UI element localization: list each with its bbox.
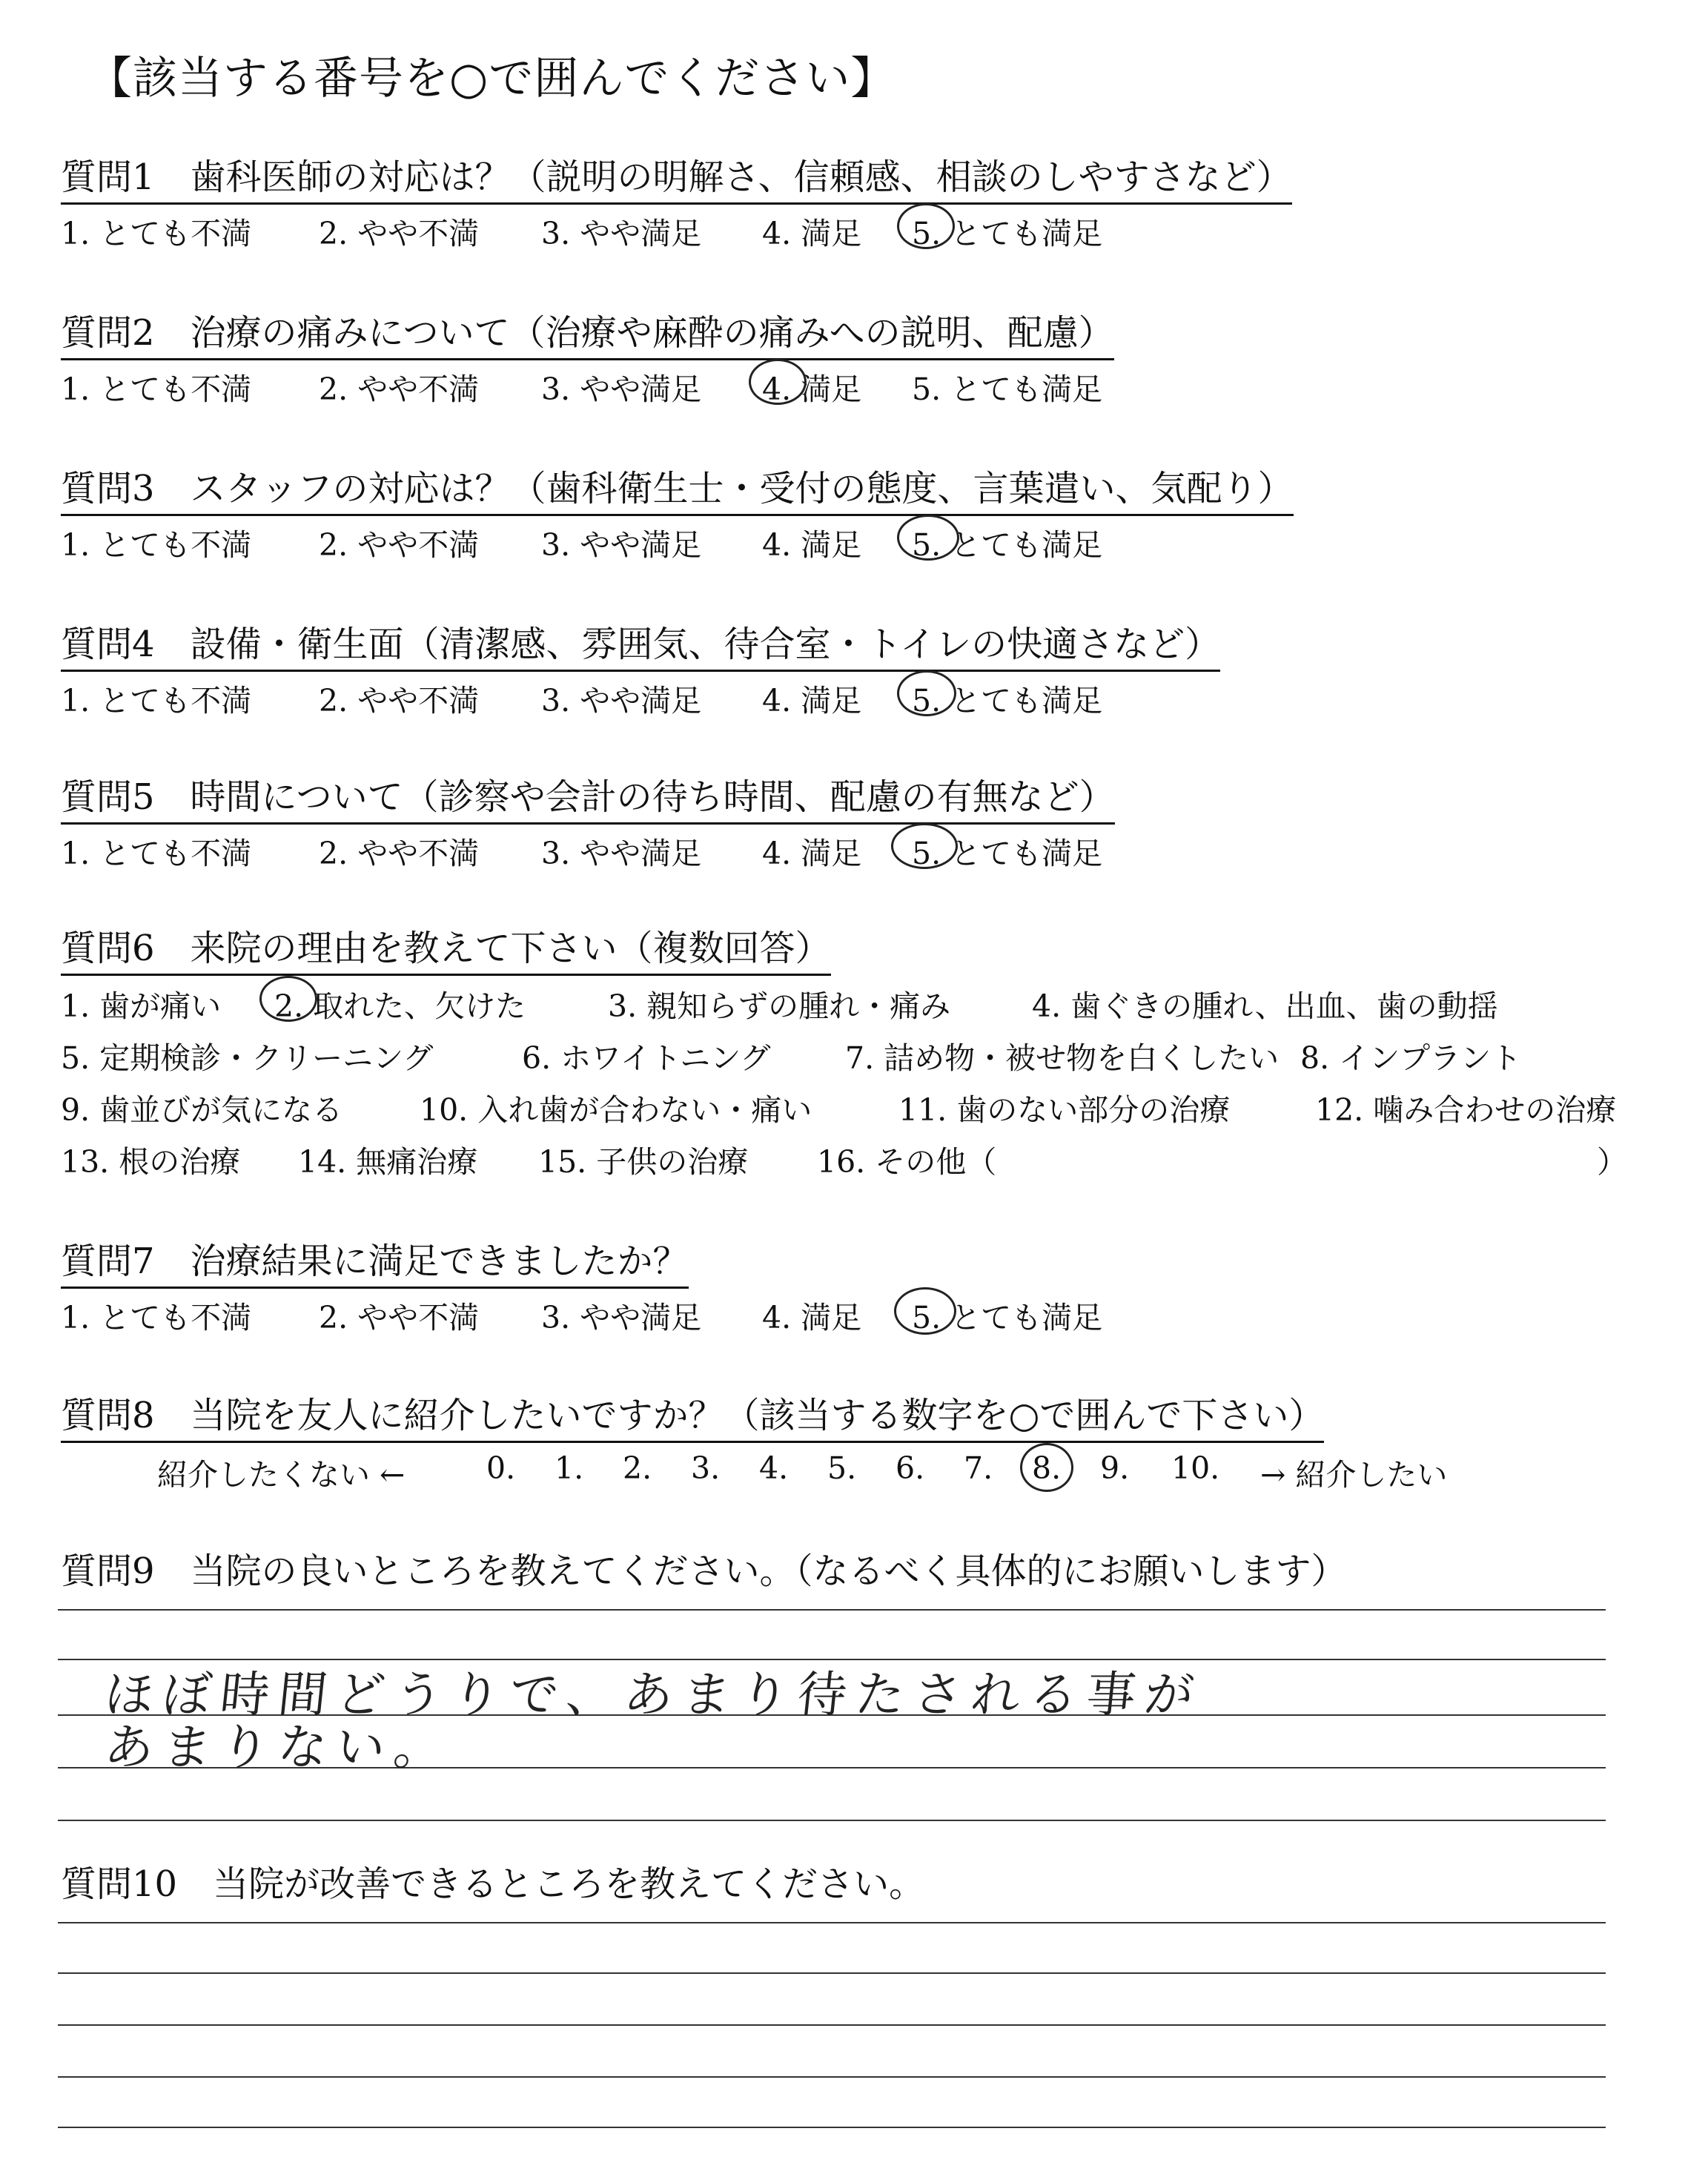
score-0[interactable]: 0. xyxy=(486,1450,516,1486)
reason-4[interactable]: 4. 歯ぐきの腫れ、出血、歯の動揺 xyxy=(1032,988,1498,1024)
answer-line xyxy=(58,1820,1606,1821)
reason-12[interactable]: 12. 噛み合わせの治療 xyxy=(1315,1092,1617,1128)
option-1[interactable]: 1. とても不満 xyxy=(61,371,252,407)
recommend-label: → 紹介したい xyxy=(1260,1457,1448,1493)
answer-line xyxy=(58,1922,1606,1923)
score-10[interactable]: 10. xyxy=(1171,1450,1220,1486)
option-1[interactable]: 1. とても不満 xyxy=(61,836,252,871)
score-4[interactable]: 4. xyxy=(759,1450,789,1486)
option-3[interactable]: 3. やや満足 xyxy=(541,527,702,563)
question-10-title: 質問10 当院が改善できるところを教えてください。 xyxy=(61,1863,925,1905)
option-4[interactable]: 4. 満足 xyxy=(762,527,862,563)
reason-16-close-paren: ） xyxy=(1597,1144,1627,1180)
question-1-title: 質問1 歯科医師の対応は？（説明の明解さ、信頼感、相談のしやすさなど） xyxy=(61,148,1292,205)
option-3[interactable]: 3. やや満足 xyxy=(541,371,702,407)
score-2[interactable]: 2. xyxy=(623,1450,652,1486)
reason-13[interactable]: 13. 根の治療 xyxy=(61,1144,241,1180)
not-recommend-label: 紹介したくない ← xyxy=(157,1457,406,1493)
option-1[interactable]: 1. とても不満 xyxy=(61,527,252,563)
option-5[interactable]: 5. とても満足 xyxy=(912,1300,1103,1335)
reason-9[interactable]: 9. 歯並びが気になる xyxy=(61,1092,343,1128)
option-2[interactable]: 2. やや不満 xyxy=(319,683,480,719)
option-5[interactable]: 5. とても満足 xyxy=(912,371,1103,407)
question-8-title: 質問8 当院を友人に紹介したいですか？（該当する数字を○で囲んで下さい） xyxy=(61,1387,1324,1443)
option-4[interactable]: 4. 満足 xyxy=(762,1300,862,1335)
reason-3[interactable]: 3. 親知らずの腫れ・痛み xyxy=(608,988,951,1024)
selection-circle xyxy=(894,1287,956,1335)
reason-14[interactable]: 14. 無痛治療 xyxy=(298,1144,478,1180)
option-1[interactable]: 1. とても不満 xyxy=(61,1300,252,1335)
question-4-title: 質問4 設備・衛生面（清潔感、雰囲気、待合室・トイレの快適さなど） xyxy=(61,615,1220,672)
reason-1[interactable]: 1. 歯が痛い xyxy=(61,988,222,1024)
score-7[interactable]: 7. xyxy=(964,1450,993,1486)
selection-circle xyxy=(897,515,959,561)
q9-answer-line-1: ほぼ時間どうりで、あまり待たされる事が xyxy=(102,1666,1206,1723)
reason-15[interactable]: 15. 子供の治療 xyxy=(538,1144,749,1180)
question-3-title: 質問3 スタッフの対応は？（歯科衛生士・受付の態度、言葉遣い、気配り） xyxy=(61,460,1294,516)
answer-line xyxy=(58,1972,1606,1974)
score-1[interactable]: 1. xyxy=(555,1450,584,1486)
question-9-title: 質問9 当院の良いところを教えてください。（なるべく具体的にお願いします） xyxy=(61,1550,1347,1592)
selection-circle xyxy=(259,976,317,1022)
question-6-reasons xyxy=(61,982,1662,1197)
option-4[interactable]: 4. 満足 xyxy=(762,836,862,871)
option-3[interactable]: 3. やや満足 xyxy=(541,1300,702,1335)
option-5[interactable]: 5. とても満足 xyxy=(912,836,1103,871)
question-2-title: 質問2 治療の痛みについて（治療や麻酔の痛みへの説明、配慮） xyxy=(61,304,1114,360)
answer-line xyxy=(58,2127,1606,2128)
option-1[interactable]: 1. とても不満 xyxy=(61,216,252,251)
q9-answer-line-2: あまりない。 xyxy=(102,1719,455,1776)
answer-line xyxy=(58,2076,1606,2078)
selection-circle xyxy=(897,670,956,716)
score-9[interactable]: 9. xyxy=(1100,1450,1130,1486)
question-5-title: 質問5 時間について（診察や会計の待ち時間、配慮の有無など） xyxy=(61,768,1115,825)
selection-circle xyxy=(897,203,955,249)
option-5[interactable]: 5. とても満足 xyxy=(912,216,1103,251)
option-3[interactable]: 3. やや満足 xyxy=(541,836,702,871)
option-4[interactable]: 4. 満足 xyxy=(762,216,862,251)
score-5[interactable]: 5. xyxy=(827,1450,857,1486)
option-2[interactable]: 2. やや不満 xyxy=(319,371,480,407)
answer-line xyxy=(58,1609,1606,1611)
option-3[interactable]: 3. やや満足 xyxy=(541,216,702,251)
score-6[interactable]: 6. xyxy=(896,1450,925,1486)
option-1[interactable]: 1. とても不満 xyxy=(61,683,252,719)
reason-11[interactable]: 11. 歯のない部分の治療 xyxy=(898,1092,1231,1128)
selection-circle xyxy=(1020,1443,1073,1492)
selection-circle xyxy=(891,823,958,869)
option-3[interactable]: 3. やや満足 xyxy=(541,683,702,719)
answer-line xyxy=(58,2024,1606,2026)
selection-circle xyxy=(749,359,807,405)
question-7-title: 質問7 治療結果に満足できましたか？ xyxy=(61,1232,689,1289)
score-3[interactable]: 3. xyxy=(691,1450,721,1486)
option-2[interactable]: 2. やや不満 xyxy=(319,216,480,251)
reason-10[interactable]: 10. 入れ歯が合わない・痛い xyxy=(420,1092,812,1128)
reason-7[interactable]: 7. 詰め物・被せ物を白くしたい xyxy=(845,1040,1280,1076)
option-4[interactable]: 4. 満足 xyxy=(762,683,862,719)
reason-6[interactable]: 6. ホワイトニング xyxy=(522,1040,771,1076)
option-5[interactable]: 5. とても満足 xyxy=(912,527,1103,563)
option-4[interactable]: 4. 満足 xyxy=(762,371,862,407)
question-6-title: 質問6 来院の理由を教えて下さい（複数回答） xyxy=(61,919,831,976)
reason-2[interactable]: 2. 取れた、欠けた xyxy=(274,988,526,1024)
reason-5[interactable]: 5. 定期検診・クリーニング xyxy=(61,1040,434,1076)
option-2[interactable]: 2. やや不満 xyxy=(319,527,480,563)
option-2[interactable]: 2. やや不満 xyxy=(319,836,480,871)
page-title: 【該当する番号を○で囲んでください】 xyxy=(87,53,896,105)
reason-16[interactable]: 16. その他（ xyxy=(817,1144,997,1180)
reason-8[interactable]: 8. インプラント xyxy=(1300,1040,1522,1076)
score-8[interactable]: 8. xyxy=(1032,1450,1062,1486)
option-2[interactable]: 2. やや不満 xyxy=(319,1300,480,1335)
question-8-scale xyxy=(0,1450,1708,1493)
option-5[interactable]: 5. とても満足 xyxy=(912,683,1103,719)
